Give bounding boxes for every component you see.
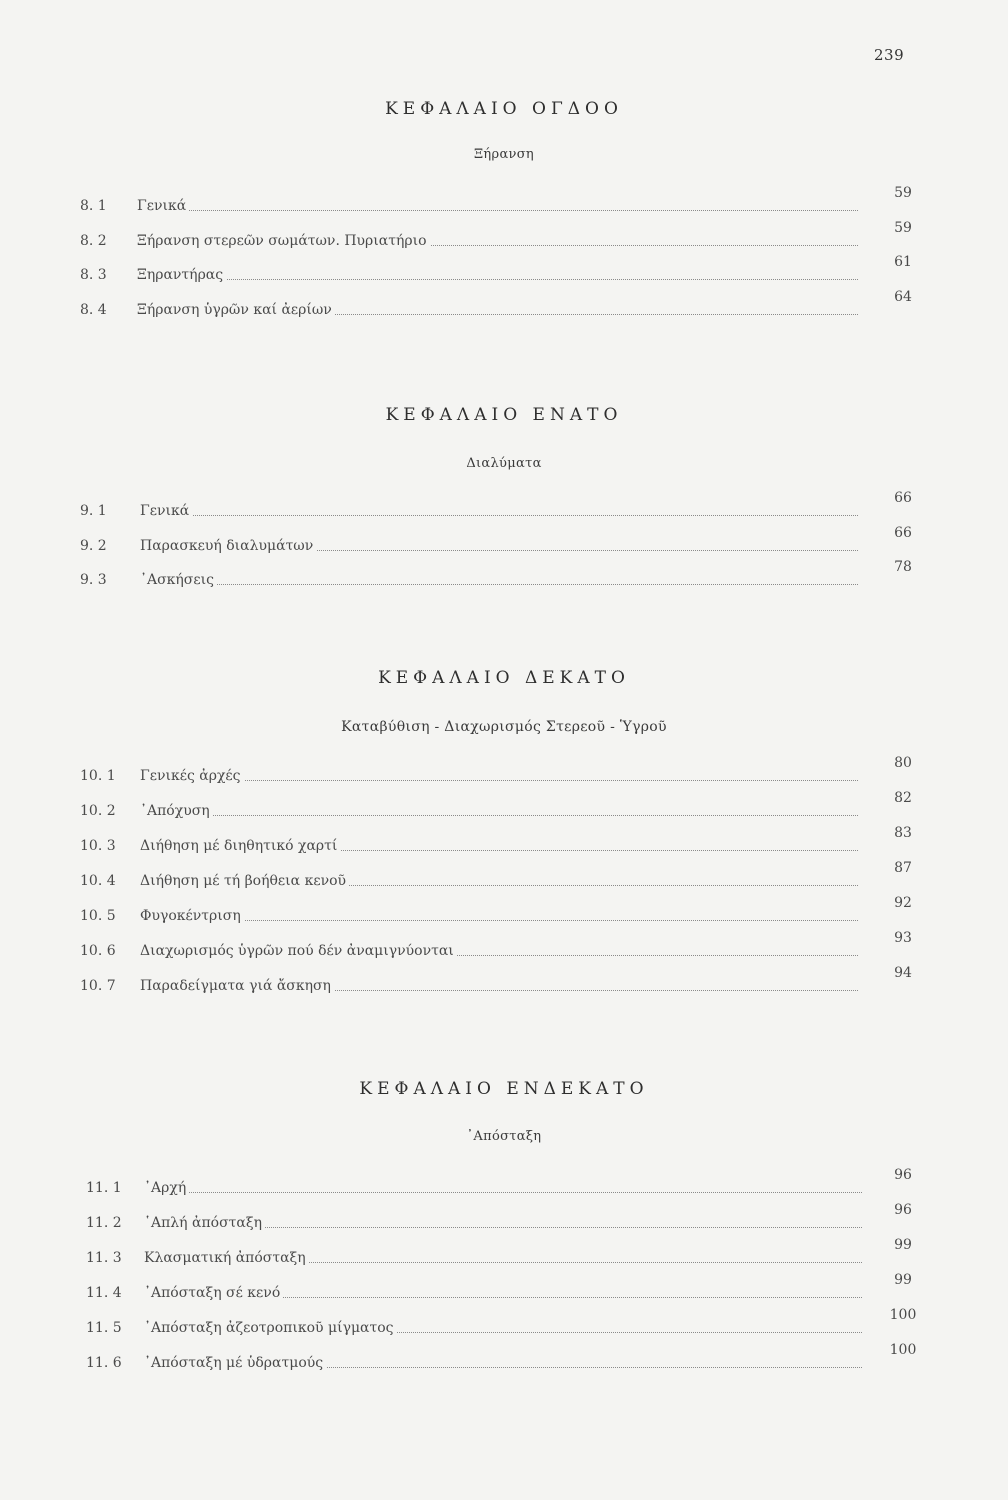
toc-entry[interactable]: [0, 289, 1008, 320]
toc-entry[interactable]: [0, 755, 1008, 786]
toc-entry-title: ᾿Ασκήσεις: [140, 570, 217, 590]
toc-entry-page: 82: [894, 790, 912, 806]
toc-entry-page: 87: [894, 860, 912, 876]
chapter-title: ΚΕΦΑΛΑΙΟ ΔΕΚΑΤΟ: [378, 668, 630, 688]
toc-entry-number: 8. 3: [80, 267, 107, 283]
toc-entry-page: 96: [894, 1202, 912, 1218]
toc-entry-title: Ξήρανση στερεῶν σωμάτων. Πυριατήριο: [137, 231, 430, 251]
toc-entry-number: 8. 4: [80, 302, 107, 318]
toc-entry-page: 78: [894, 559, 912, 575]
toc-entry-page: 66: [894, 525, 912, 541]
toc-entry[interactable]: [0, 1342, 1008, 1373]
chapter-8: [0, 97, 1008, 165]
chapter-10: [0, 666, 1008, 737]
toc-entry-number: 11. 4: [86, 1285, 122, 1301]
dot-leader: [150, 920, 858, 921]
toc-entry[interactable]: [0, 525, 1008, 556]
toc-entry-title: Παραδείγματα γιά ἄσκηση: [140, 976, 334, 996]
toc-entry-page: 100: [889, 1307, 917, 1323]
toc-entry[interactable]: [0, 965, 1008, 996]
chapter-subtitle: Διαλύματα: [466, 456, 542, 471]
toc-entry-number: 11. 3: [86, 1250, 122, 1266]
dot-leader: [150, 279, 858, 280]
toc-entry-number: 10. 5: [80, 908, 116, 924]
toc-entry-title: Διαχωρισμός ὑγρῶν πού δέν ἀναμιγνύονται: [140, 941, 457, 961]
toc-entry-title: ᾿Απόσταξη ἀζεοτροπικοῦ μίγματος: [144, 1318, 397, 1338]
toc-entry[interactable]: [0, 825, 1008, 856]
toc-entry-page: 93: [894, 930, 912, 946]
toc-entry-page: 59: [894, 185, 912, 201]
toc-entry[interactable]: [0, 490, 1008, 521]
toc-entry-page: 99: [894, 1237, 912, 1253]
toc-entry-number: 10. 3: [80, 838, 116, 854]
toc-entry[interactable]: [0, 185, 1008, 216]
toc-entry-title: ᾿Απόσταξη σέ κενό: [144, 1283, 283, 1303]
chapter-subtitle: Ξήρανση: [473, 147, 535, 162]
toc-entry-number: 10. 6: [80, 943, 116, 959]
dot-leader: [150, 515, 858, 516]
toc-entry-title: ῾Απλή ἀπόσταξη: [144, 1213, 265, 1233]
chapter-subtitle: Καταβύθιση - Διαχωρισμός Στερεοῦ - Ὑγροῦ: [341, 719, 667, 735]
toc-entry-title: Γενικά: [140, 501, 192, 521]
toc-entry-page: 66: [894, 490, 912, 506]
toc-entry-page: 99: [894, 1272, 912, 1288]
toc-entry[interactable]: [0, 1237, 1008, 1268]
toc-entry-page: 83: [894, 825, 912, 841]
toc-entry-title: Κλασματική ἀπόσταξη: [144, 1248, 309, 1268]
toc-entry-title: Διήθηση μέ τή βοήθεια κενοῦ: [140, 871, 349, 891]
page-number: 239: [874, 46, 905, 64]
dot-leader: [150, 815, 858, 816]
toc-entry[interactable]: [0, 559, 1008, 590]
dot-leader: [150, 210, 858, 211]
toc-entry-title: ᾿Απόσταξη μέ ὑδρατμούς: [144, 1353, 326, 1373]
chapter-11: [0, 1077, 1008, 1147]
dot-leader: [150, 1192, 862, 1193]
toc-entry-page: 59: [894, 220, 912, 236]
toc-entry[interactable]: [0, 1167, 1008, 1198]
toc-entry-number: 9. 2: [80, 538, 107, 554]
chapter-title: ΚΕΦΑΛΑΙΟ ΕΝΑΤΟ: [385, 405, 623, 425]
toc-entry-number: 10. 7: [80, 978, 116, 994]
chapter-title: ΚΕΦΑΛΑΙΟ ΟΓΔΟΟ: [385, 99, 623, 119]
toc-entry-page: 64: [894, 289, 912, 305]
toc-entry-page: 100: [889, 1342, 917, 1358]
toc-entry-number: 8. 2: [80, 233, 107, 249]
chapter-9: [0, 403, 1008, 474]
chapter-title: ΚΕΦΑΛΑΙΟ ΕΝΔΕΚΑΤΟ: [359, 1079, 649, 1099]
toc-entry-number: 11. 2: [86, 1215, 122, 1231]
toc-entry-title: ᾿Αρχή: [144, 1178, 189, 1198]
toc-entry-number: 9. 3: [80, 572, 107, 588]
toc-entry[interactable]: [0, 860, 1008, 891]
toc-entry[interactable]: [0, 790, 1008, 821]
toc-entry[interactable]: [0, 1307, 1008, 1338]
toc-entry-title: Παρασκευή διαλυμάτων: [140, 536, 316, 556]
toc-entry[interactable]: [0, 254, 1008, 285]
toc-entry-page: 92: [894, 895, 912, 911]
toc-entry-page: 96: [894, 1167, 912, 1183]
toc-entry-number: 11. 5: [86, 1320, 122, 1336]
toc-entry-title: Φυγοκέντριση: [140, 906, 244, 926]
toc-entry[interactable]: [0, 1272, 1008, 1303]
toc-entry-page: 80: [894, 755, 912, 771]
chapter-subtitle: ᾿Απόσταξη: [466, 1129, 542, 1144]
toc-entry-number: 9. 1: [80, 503, 107, 519]
dot-leader: [150, 780, 858, 781]
toc-entry-number: 11. 6: [86, 1355, 122, 1371]
toc-entry-title: ᾿Απόχυση: [140, 801, 213, 821]
toc-entry[interactable]: [0, 930, 1008, 961]
toc-entry-number: 10. 1: [80, 768, 116, 784]
toc-entry-number: 8. 1: [80, 198, 107, 214]
toc-entry-page: 94: [894, 965, 912, 981]
toc-entry-title: Ξηραντήρας: [137, 265, 226, 285]
toc-entry-page: 61: [894, 254, 912, 270]
toc-entry-title: Γενικές ἀρχές: [140, 766, 244, 786]
toc-entry-title: Διήθηση μέ διηθητικό χαρτί: [140, 836, 340, 856]
toc-entry-title: Ξήρανση ὑγρῶν καί ἀερίων: [137, 300, 335, 320]
dot-leader: [150, 584, 858, 585]
toc-entry-number: 10. 2: [80, 803, 116, 819]
toc-entry[interactable]: [0, 1202, 1008, 1233]
toc-entry[interactable]: [0, 895, 1008, 926]
toc-entry-number: 10. 4: [80, 873, 116, 889]
toc-entry-number: 11. 1: [86, 1180, 122, 1196]
toc-entry-title: Γενικά: [137, 196, 189, 216]
toc-entry[interactable]: [0, 220, 1008, 251]
